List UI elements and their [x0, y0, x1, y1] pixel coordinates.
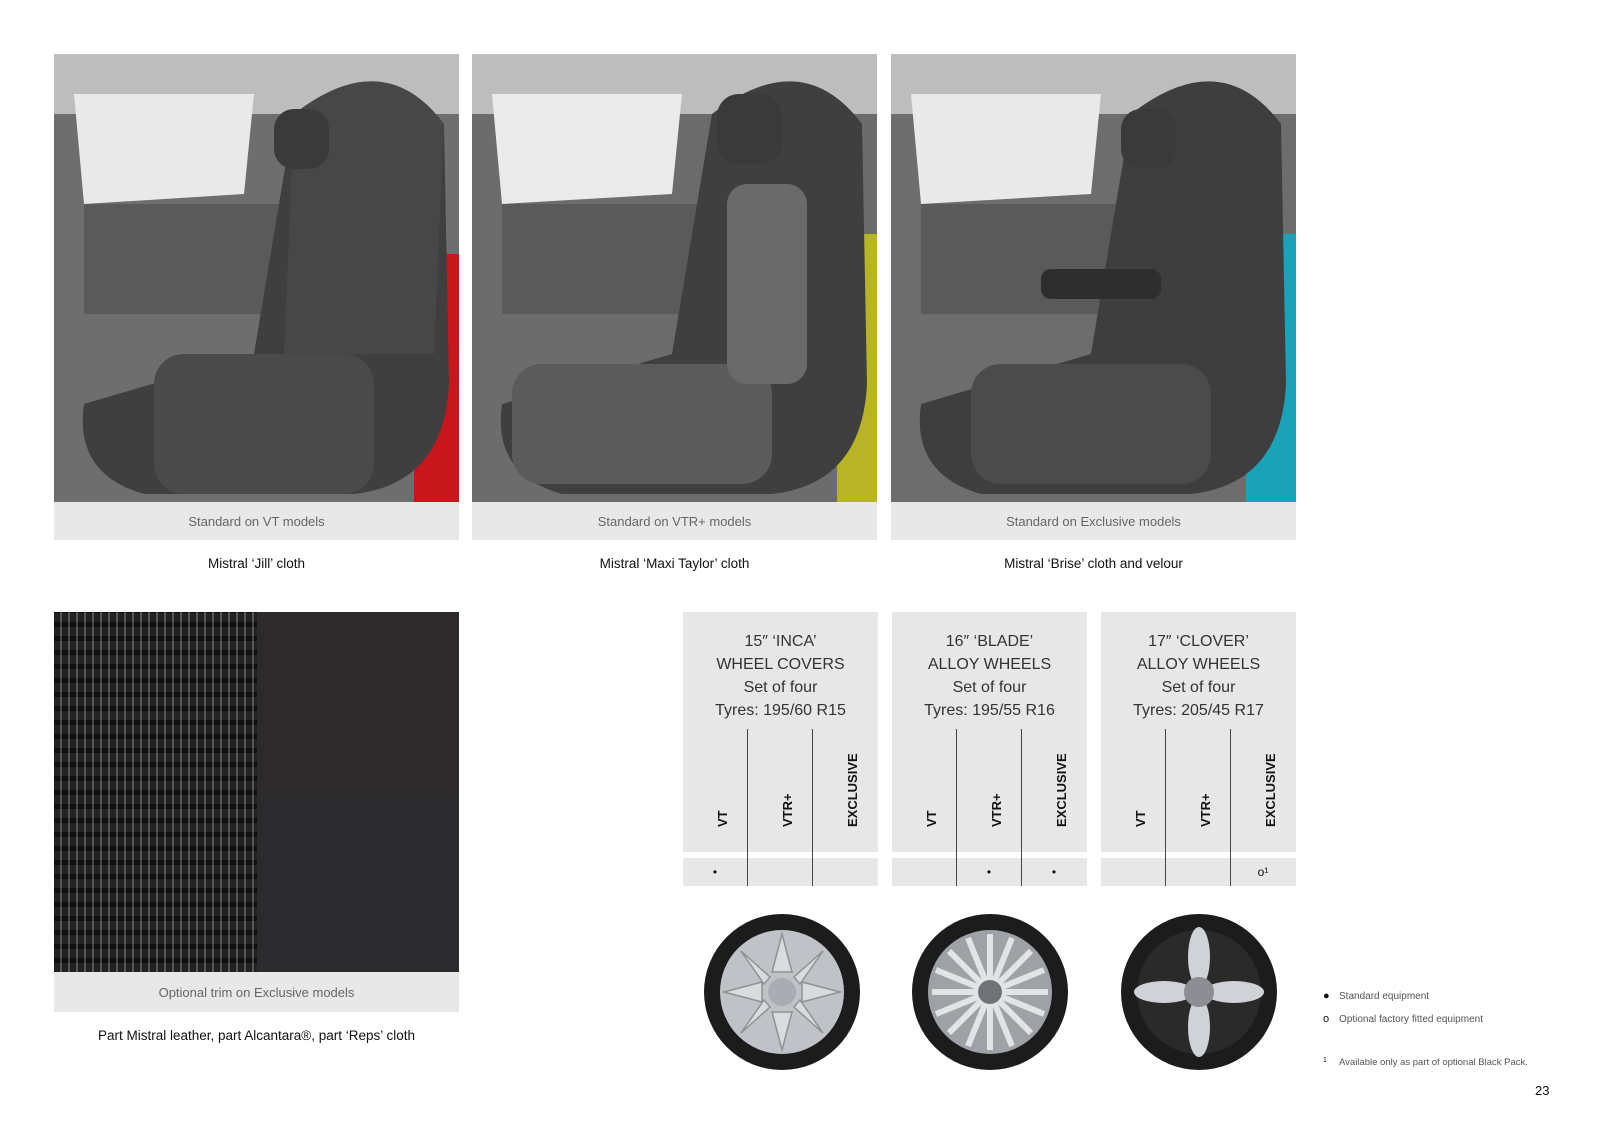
optional-trim-swatch — [54, 612, 459, 972]
leather-swatch — [257, 612, 459, 794]
clover-alloy-wheel-image — [1119, 912, 1279, 1072]
trim-card-maxi-taylor — [472, 54, 877, 571]
mark-exclusive — [813, 858, 877, 886]
mark-exclusive: o¹ — [1257, 865, 1269, 879]
column-vtr-plus: VTR+ — [1198, 793, 1213, 827]
column-exclusive: EXCLUSIVE — [845, 753, 860, 827]
trim-name: Mistral ‘Jill’ cloth — [207, 556, 305, 571]
mark-vtr-plus — [748, 858, 812, 886]
inca-wheel-cover-image — [702, 912, 862, 1072]
wheel-panel-clover — [1101, 612, 1296, 886]
alcantara-swatch — [257, 794, 459, 972]
wheel-panel-inca — [683, 612, 878, 886]
optional-trim-caption: Optional trim on Exclusive models — [54, 972, 459, 1012]
standard-symbol: ● — [1323, 990, 1330, 1002]
mark-exclusive: • — [1051, 865, 1057, 879]
wheel-title: 16″ ‘BLADE’ ALLOY WHEELS Set of four Tyres: 195/55 R16 — [924, 633, 1055, 719]
optional-trim-name: Part Mistral leather, part Alcantara®, part ‘Reps’ cloth — [97, 1028, 416, 1043]
column-exclusive: EXCLUSIVE — [1054, 753, 1069, 827]
optional-symbol: o — [1323, 1013, 1330, 1025]
reps-cloth-swatch — [54, 612, 257, 972]
column-vt: VT — [715, 810, 730, 827]
trim-caption: Standard on Exclusive models — [891, 502, 1296, 540]
trim-caption: Standard on VT models — [54, 502, 459, 540]
mark-vt: • — [712, 865, 718, 879]
availability-row — [892, 858, 1087, 886]
trim-caption: Standard on VTR+ models — [472, 502, 877, 540]
seat-photo-maxi-taylor — [472, 54, 877, 502]
column-exclusive: EXCLUSIVE — [1263, 753, 1278, 827]
wheel-title: 15″ ‘INCA’ WHEEL COVERS Set of four Tyres: 195/60 R15 — [715, 633, 846, 719]
column-vtr-plus: VTR+ — [780, 793, 795, 827]
footnote-mark: 1 — [1323, 1057, 1327, 1064]
mark-vtr-plus: • — [986, 865, 992, 879]
availability-row — [1101, 858, 1296, 886]
wheel-panel-blade — [892, 612, 1087, 886]
optional-trim-card — [54, 972, 459, 1043]
column-vtr-plus: VTR+ — [989, 793, 1004, 827]
mark-vt — [892, 858, 956, 886]
wheel-title: 17″ ‘CLOVER’ ALLOY WHEELS Set of four Tyres: 205/45 R17 — [1133, 633, 1264, 719]
seat-photo-brise — [891, 54, 1296, 502]
blade-alloy-wheel-image — [910, 912, 1070, 1072]
footnote: 1 Available only as part of optional Black Pack. — [1323, 1057, 1528, 1068]
trim-card-brise — [891, 54, 1296, 571]
column-vt: VT — [1133, 810, 1148, 827]
seat-photo-jill — [54, 54, 459, 502]
mark-vtr-plus — [1166, 858, 1230, 886]
trim-name: Mistral ‘Maxi Taylor’ cloth — [599, 556, 750, 571]
mark-vt — [1101, 858, 1165, 886]
trim-name: Mistral ‘Brise’ cloth and velour — [1004, 556, 1183, 571]
legend-optional: o Optional factory fitted equipment — [1323, 1013, 1483, 1025]
column-vt: VT — [924, 810, 939, 827]
legend-standard: ● Standard equipment — [1323, 990, 1430, 1002]
trim-card-jill — [54, 54, 459, 571]
page-number: 23 — [1535, 1083, 1550, 1098]
availability-row — [683, 858, 878, 886]
